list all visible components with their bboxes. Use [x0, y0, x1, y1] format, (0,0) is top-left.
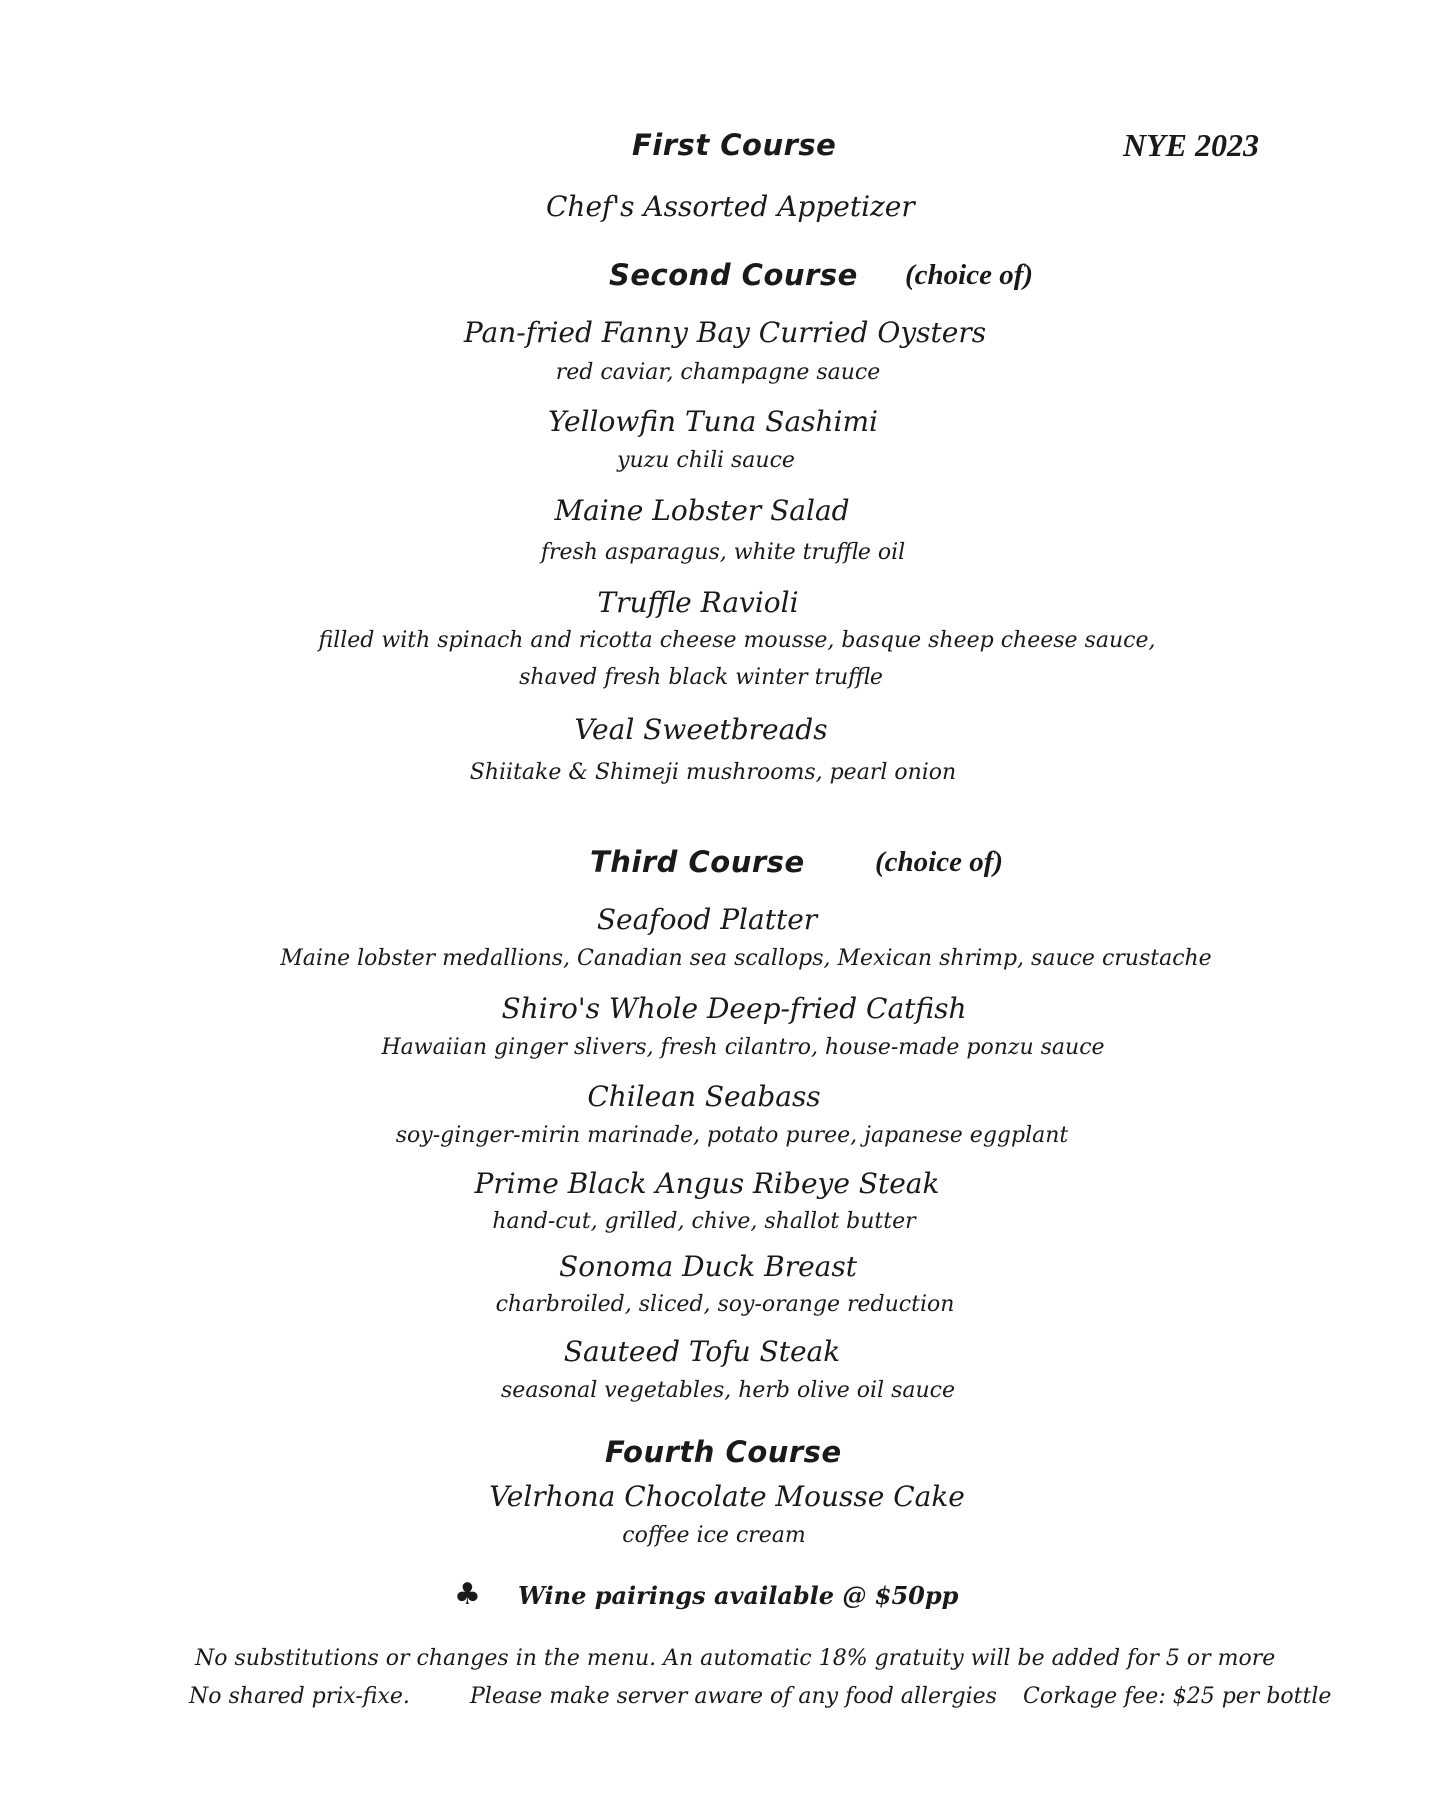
dish-description: Shiitake & Shimeji mushrooms, pearl onion	[469, 760, 957, 785]
footer-shared-prix-fixe: No shared prix-fixe.	[189, 1684, 410, 1709]
dish-name: Yellowfin Tuna Sashimi	[547, 405, 879, 438]
dish-name: Maine Lobster Salad	[554, 494, 850, 527]
dish-description: Hawaiian ginger slivers, fresh cilantro, house-made ponzu sauce	[381, 1035, 1105, 1060]
dish-description: charbroiled, sliced, soy-orange reduction	[495, 1292, 955, 1317]
dish-name: Velrhona Chocolate Mousse Cake	[489, 1480, 965, 1513]
fourth-course-title: Fourth Course	[605, 1435, 842, 1469]
dish-description: yuzu chili sauce	[617, 448, 795, 473]
wine-pairing-note: Wine pairings available @ $50pp	[518, 1581, 959, 1610]
dish-description: red caviar, champagne sauce	[555, 360, 881, 385]
dish-name: Chilean Seabass	[587, 1080, 821, 1113]
first-course-title: First Course	[632, 128, 837, 162]
third-course-title: Third Course	[590, 845, 805, 879]
dish-name: Sonoma Duck Breast	[559, 1250, 857, 1283]
dish-name: Prime Black Angus Ribeye Steak	[474, 1167, 940, 1200]
dish-description: filled with spinach and ricotta cheese mousse, basque sheep cheese sauce,	[318, 628, 1156, 653]
dish-description: shaved fresh black winter truffle	[519, 665, 883, 690]
club-icon: ♣	[454, 1577, 481, 1612]
dish-description: coffee ice cream	[622, 1523, 806, 1548]
dish-name: Shiro's Whole Deep-fried Catfish	[501, 992, 967, 1025]
dish-name: Truffle Ravioli	[597, 586, 799, 619]
dish-description: hand-cut, grilled, chive, shallot butter	[492, 1209, 916, 1234]
dish-name: Veal Sweetbreads	[574, 713, 828, 746]
footer-allergies: Please make server aware of any food allergies	[470, 1684, 997, 1709]
dish-description: fresh asparagus, white truffle oil	[540, 540, 906, 565]
third-course-choice-note: (choice of)	[875, 846, 1004, 878]
dish-name: Pan-fried Fanny Bay Curried Oysters	[463, 316, 987, 349]
dish-description: seasonal vegetables, herb olive oil sauce	[501, 1378, 955, 1403]
dish-description: soy-ginger-mirin marinade, potato puree, japanese eggplant	[395, 1123, 1069, 1148]
event-title: NYE 2023	[1123, 127, 1259, 163]
dish-description: Maine lobster medallions, Canadian sea scallops, Mexican shrimp, sauce crustache	[280, 946, 1212, 971]
dish-name: Sauteed Tofu Steak	[563, 1335, 841, 1368]
footer-corkage: Corkage fee: $25 per bottle	[1023, 1684, 1332, 1709]
footer-line-1: No substitutions or changes in the menu. An automatic 18% gratuity will be added for 5 or more	[195, 1646, 1276, 1671]
dish-name: Seafood Platter	[596, 903, 818, 936]
second-course-title: Second Course	[609, 258, 858, 292]
second-course-choice-note: (choice of)	[905, 259, 1034, 291]
dish-name-chefs-appetizer: Chef's Assorted Appetizer	[546, 190, 915, 223]
